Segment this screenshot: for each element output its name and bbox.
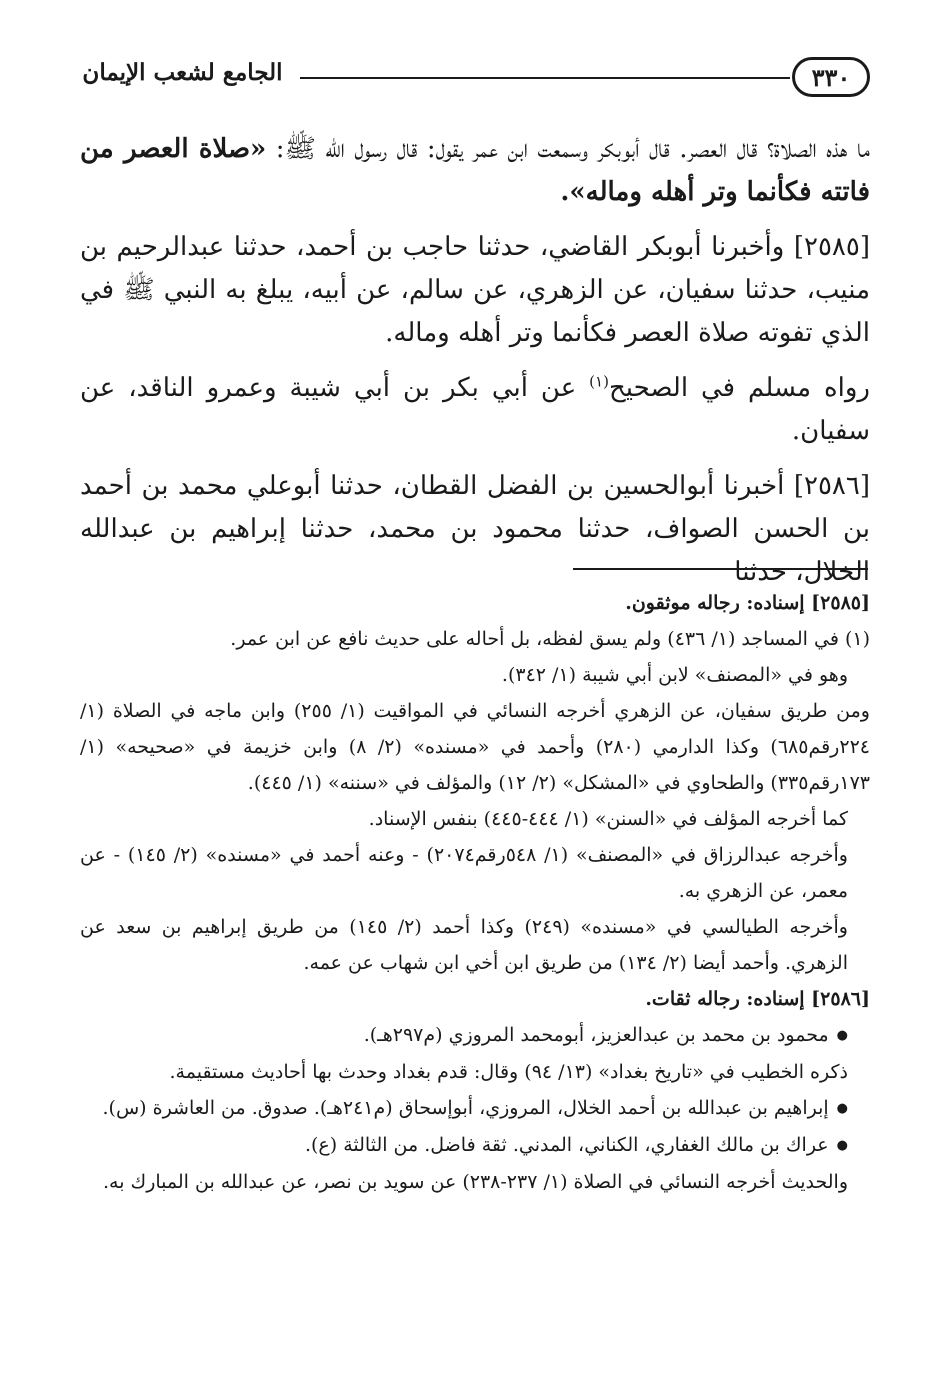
footnote-isnad-2585: [٢٥٨٥] إسناده: رجاله موثقون. — [625, 592, 870, 614]
narrator-mahmud: ● محمود بن محمد بن عبدالعزيز، أبومحمد المروزي (م٢٩٧هـ). — [80, 1017, 870, 1054]
main-text — [80, 128, 870, 606]
footnote-1-sunan: كما أخرجه المؤلف في «السنن» (١/ ٤٤٤-٤٤٥) بنفس الإسناد. — [368, 808, 848, 830]
footnote-ref-1: (١) — [589, 372, 609, 391]
running-title: الجامع لشعب الإيمان — [82, 59, 283, 86]
page-number: ٣٣٠ — [792, 57, 870, 97]
footnote-1-abdurrazzaq: وأخرجه عبدالرزاق في «المصنف» (١/ ٥٤٨رقم٢٠٧٤) - وعنه أحمد في «مسنده» (٢/ ١٤٥) - عن معمر، عن الزهري به. — [80, 844, 848, 902]
narrator-mahmud-note: ذكره الخطيب في «تاريخ بغداد» (١٣/ ٩٤) وقال: قدم بغداد وحدث بها أحاديث مستقيمة. — [169, 1061, 848, 1083]
hadith-quote: «صلاة العصر من فاتته فكأنما وتر أهله وماله». — [80, 134, 870, 207]
page-header — [70, 55, 870, 105]
narrator-ibrahim: ● إبراهيم بن عبدالله بن أحمد الخلال، المروزي، أبوإسحاق (م٢٤١هـ). صدوق. من العاشرة (س). — [80, 1090, 870, 1127]
paragraph-1 — [80, 128, 870, 214]
footnote-1-sufyan: ومن طريق سفيان، عن الزهري أخرجه النسائي في المواقيت (١/ ٢٥٥) وابن ماجه في الصلاة (١/ ٢٢٤رقم٦٨٥) وكذا الدارمي (٢٨٠) وأحمد في «مسنده» (٢/ ٨) وابن خزيمة في «صحيحه» (١/ ١٧٣رقم٣٣٥) والطحاوي في «المشكل» (٢/ ١٢) والمؤلف في «سننه» (١/ ٤٤٥). — [80, 700, 870, 794]
hadith-2585: [٢٥٨٥] وأخبرنا أبوبكر القاضي، حدثنا حاجب بن أحمد، حدثنا عبدالرحيم بن منيب، حدثنا سفيان، عن الزهري، عن سالم، عن أبيه، يبلغ به النبي ﷺ في الذي تفوته صلاة العصر فكأنما وتر أهله وماله. — [80, 232, 870, 348]
footnote-nasai: والحديث أخرجه النسائي في الصلاة (١/ ٢٣٧-٢٣٨) عن سويد بن نصر، عن عبدالله بن المبارك به. — [102, 1171, 848, 1193]
hadith-2586: [٢٥٨٦] أخبرنا أبوالحسين بن الفضل القطان، حدثنا أبوعلي محمد بن أحمد بن الحسن الصواف، حدثنا محمود بن محمد، حدثنا إبراهيم بن عبدالله الخلال، حدثنا — [80, 471, 870, 587]
paragraph-muslim — [80, 367, 870, 453]
narrator-irak: ● عراك بن مالك الغفاري، الكناني، المدني. ثقة فاضل. من الثالثة (ع). — [80, 1127, 870, 1164]
paragraph-1-text: ما هذه الصلاة؟ قال العصر. قال أبوبكر وسمعت ابن عمر يقول: قال رسول الله ﷺ: — [266, 134, 870, 164]
footnote-1-musannaf: وهو في «المصنف» لابن أبي شيبة (١/ ٣٤٢). — [501, 664, 848, 686]
paragraph-muslim-b: عن أبي بكر بن أبي شيبة وعمرو الناقد، عن سفيان. — [80, 373, 870, 446]
footnote-separator — [573, 568, 868, 570]
footnote-1-tayalisi: وأخرجه الطيالسي في «مسنده» (٢٤٩) وكذا أحمد (٢/ ١٤٥) من طريق إبراهيم بن سعد عن الزهري. وأحمد أيضا (٢/ ١٣٤) من طريق ابن أخي ابن شهاب عن عمه. — [80, 916, 848, 974]
footnotes — [80, 585, 870, 1200]
footnote-1: (١) في المساجد (١/ ٤٣٦) ولم يسق لفظه، بل أحاله على حديث نافع عن ابن عمر. — [230, 628, 870, 650]
header-rule — [300, 77, 790, 79]
footnote-isnad-2586: [٢٥٨٦] إسناده: رجاله ثقات. — [645, 988, 870, 1010]
paragraph-muslim-a: رواه مسلم في الصحيح — [608, 373, 870, 403]
